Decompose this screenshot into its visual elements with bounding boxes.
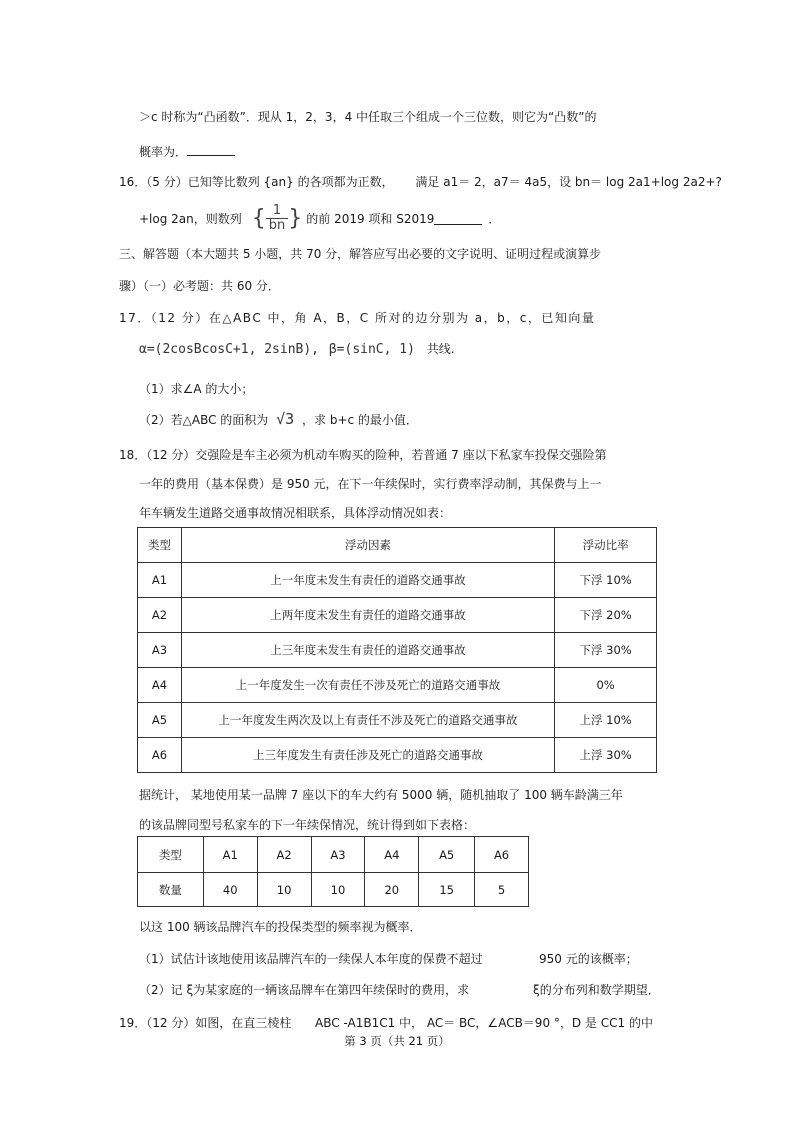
- row-type: A2: [138, 598, 182, 633]
- fraction-set: { $\frac{1}{bn}$ }: [251, 202, 303, 233]
- p16-line2c: ．: [488, 211, 501, 226]
- row-rate: 上浮 10%: [555, 703, 657, 738]
- p18-freq: 以这 100 辆该品牌汽车的投保类型的频率视为概率．: [139, 920, 422, 934]
- row-rate: 上浮 30%: [555, 738, 657, 773]
- header-factor: 浮动因素: [181, 528, 554, 563]
- count-cell: 10: [257, 873, 311, 907]
- p18-q1: [139, 950, 659, 967]
- count-cell: 40: [203, 873, 257, 907]
- table-row: [138, 738, 657, 773]
- p18-q2a: （2）记 ξ为某家庭的一辆该品牌车在第四年续保时的费用，求: [139, 983, 470, 997]
- p18-line1: 18．（12 分）交强险是车主必须为机动车购买的险种，若普通 7 座以下私家车投保交强险第: [119, 448, 607, 462]
- type-cell: A3: [311, 837, 365, 873]
- table-row: [138, 563, 657, 598]
- p17-q2b: ，求 b+c 的最小值．: [302, 413, 418, 427]
- header-type: 类型: [138, 528, 182, 563]
- vector-alpha: α=(2cosBcosC+1, 2sinB),: [139, 342, 320, 357]
- type-cell: A2: [257, 837, 311, 873]
- count-table-count-row: [138, 873, 529, 907]
- p16-mid: 满足 a1＝ 2，a7＝ 4a5，设 bn＝ log 2a1+log 2a2+?: [415, 175, 722, 189]
- p17-q1: （1）求∠A 的大小；: [139, 382, 254, 396]
- p16-line2b: 的前 2019 项和 S2019: [306, 211, 435, 226]
- p17-gongxian: 共线.: [426, 342, 455, 356]
- p16-num: 16．（5 分）已知等比数列 {an} 的各项都为正数，: [119, 175, 394, 189]
- header-rate: 浮动比率: [555, 528, 657, 563]
- type-cell: A5: [419, 837, 475, 873]
- page-footer: 第 3 页（共 21 页）: [344, 1034, 450, 1048]
- p19-line1b: ABC -A1B1C1 中， AC＝ BC，∠ACB＝90 °，D 是 CC1 的中: [315, 1016, 653, 1030]
- count-cell: 20: [365, 873, 419, 907]
- table-row: [138, 703, 657, 738]
- frac-numerator: 1: [272, 202, 282, 218]
- row-factor: 上三年度未发生有责任的道路交通事故: [181, 633, 554, 668]
- row-rate: 0%: [555, 668, 657, 703]
- sqrt3: √3: [276, 410, 295, 428]
- p18-stat2: 的该品牌同型号私家车的下一年续保情况，统计得到如下表格：: [139, 818, 476, 832]
- p16-line2a: +log 2an，则数列: [139, 211, 242, 226]
- vector-beta: β=(sinC, 1): [328, 342, 415, 357]
- answer-blank: [187, 143, 235, 156]
- count-cell: 10: [311, 873, 365, 907]
- row-rate: 下浮 30%: [555, 633, 657, 668]
- p18-line3: 年车辆发生道路交通事故情况相联系，具体浮动情况如表：: [139, 506, 452, 520]
- p18-q1b: 950 元的该概率；: [539, 952, 638, 966]
- type-cell: A1: [203, 837, 257, 873]
- row-rate: 下浮 10%: [555, 563, 657, 598]
- count-cell: 15: [419, 873, 475, 907]
- p18-q2b: ξ的分布列和数学期望．: [533, 983, 660, 997]
- p16-line1: [119, 173, 722, 190]
- p15-line2-text: 概率为．: [139, 145, 188, 159]
- row-factor: 上一年度发生一次有责任不涉及死亡的道路交通事故: [181, 668, 554, 703]
- type-cell: A6: [475, 837, 529, 873]
- row-rate: 下浮 20%: [555, 598, 657, 633]
- float-rate-table: [137, 527, 657, 773]
- p18-q2: [139, 981, 659, 998]
- table-row: [138, 633, 657, 668]
- answer-blank-2: [434, 212, 482, 225]
- table-row: [138, 598, 657, 633]
- row-type: A5: [138, 703, 182, 738]
- count-table-type-row: [138, 837, 529, 873]
- label-type: 类型: [138, 837, 204, 873]
- table-row: [138, 668, 657, 703]
- row-type: A6: [138, 738, 182, 773]
- p15-line2: [139, 143, 235, 160]
- row-factor: 上三年度发生有责任涉及死亡的道路交通事故: [181, 738, 554, 773]
- row-factor: 上一年度发生两次及以上有责任不涉及死亡的道路交通事故: [181, 703, 554, 738]
- row-factor: 上两年度未发生有责任的道路交通事故: [181, 598, 554, 633]
- type-cell: A4: [365, 837, 419, 873]
- p18-stat1: 据统计， 某地使用某一品牌 7 座以下的车大约有 5000 辆，随机抽取了 100 辆车龄满三年: [139, 788, 623, 802]
- frac-denominator: bn: [266, 218, 289, 233]
- p19-line1: [119, 1014, 659, 1031]
- p18-line2: 一年的费用（基本保费）是 950 元，在下一年续保时，实行费率浮动制，其保费与上一: [139, 477, 602, 491]
- p17-q2a: （2）若△ABC 的面积为: [139, 413, 269, 427]
- section3-line2: 骤）（一）必考题：共 60 分．: [119, 279, 280, 293]
- p19-line1a: 19．（12 分）如图，在直三棱柱: [119, 1016, 292, 1030]
- p17-q2: [139, 410, 418, 428]
- section3-line1: 三、解答题（本大题共 5 小题，共 70 分，解答应写出必要的文字说明、证明过程或演算步: [119, 247, 602, 261]
- row-factor: 上一年度未发生有责任的道路交通事故: [181, 563, 554, 598]
- row-type: A1: [138, 563, 182, 598]
- row-type: A3: [138, 633, 182, 668]
- p18-q1a: （1）试估计该地使用该品牌汽车的一续保人本年度的保费不超过: [139, 952, 483, 966]
- p17-vectors: [139, 340, 455, 357]
- table-header-row: [138, 528, 657, 563]
- count-table: [137, 836, 529, 907]
- p17-line1: 17．（12 分）在△ABC 中，角 A，B，C 所对的边分别为 a，b，c，已知向量: [119, 311, 596, 325]
- p15-line1: ＞c 时称为“凸函数”．现从 1，2，3，4 中任取三个组成一个三位数，则它为“凸数”的: [139, 110, 597, 124]
- p16-line2: [139, 200, 500, 236]
- label-count: 数量: [138, 873, 204, 907]
- count-cell: 5: [475, 873, 529, 907]
- row-type: A4: [138, 668, 182, 703]
